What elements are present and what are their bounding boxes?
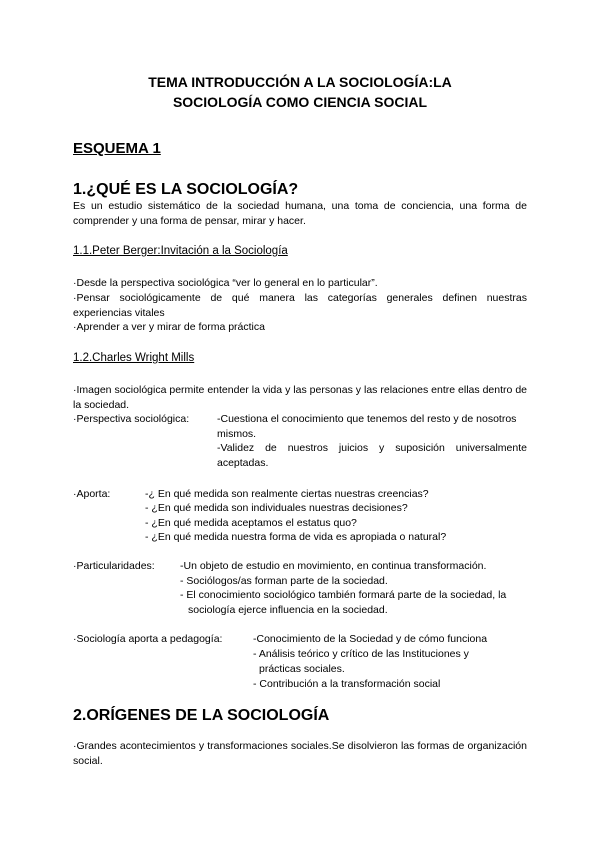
particularidades-item-3: - El conocimiento sociológico también formará parte de la sociedad, la sociología ejerce influencia en la sociedad. bbox=[180, 589, 507, 616]
perspectiva-label: ·Perspectiva sociológica: bbox=[73, 413, 190, 425]
esquema-heading: ESQUEMA 1 bbox=[73, 140, 161, 157]
pedagogia-item-3: - Contribución a la transformación social bbox=[253, 678, 441, 690]
pedagogia-item-2: - Análisis teórico y crítico de las Instituciones y prácticas sociales. bbox=[253, 648, 469, 675]
aporta-item-1: -¿ En qué medida son realmente ciertas nuestras creencias? bbox=[145, 488, 429, 500]
pedagogia-label: ·Sociología aporta a pedagogía: bbox=[73, 633, 223, 645]
section2-text: ·Grandes acontecimientos y transformaciones sociales.Se disolvieron las formas de organización social. bbox=[73, 740, 527, 767]
mills-intro: ·Imagen sociológica permite entender la vida y las personas y las relaciones entre ellas dentro de la sociedad. bbox=[73, 384, 527, 411]
aporta-label: ·Aporta: bbox=[73, 488, 111, 500]
pedagogia-item-1: -Conocimiento de la Sociedad y de cómo funciona bbox=[253, 633, 488, 645]
particularidades-item-1: -Un objeto de estudio en movimiento, en continua transformación. bbox=[180, 560, 487, 572]
berger-heading: 1.1.Peter Berger:Invitación a la Sociología bbox=[73, 245, 288, 257]
section1-heading: 1.¿QUÉ ES LA SOCIOLOGÍA? bbox=[73, 181, 299, 198]
berger-item-1: ·Desde la perspectiva sociológica “ver lo general en lo particular”. bbox=[73, 277, 378, 289]
section2-heading: 2.ORÍGENES DE LA SOCIOLOGÍA bbox=[73, 707, 330, 724]
berger-item-3: ·Aprender a ver y mirar de forma práctica bbox=[73, 321, 265, 333]
mills-heading: 1.2.Charles Wright Mills bbox=[73, 352, 195, 364]
document-title-line2: SOCIOLOGÍA COMO CIENCIA SOCIAL bbox=[172, 94, 428, 110]
particularidades-item-2: - Sociólogos/as forman parte de la sociedad. bbox=[180, 575, 388, 587]
berger-item-2: ·Pensar sociológicamente de qué manera las categorías generales definen nuestras experiencias vitales bbox=[73, 292, 527, 319]
aporta-item-2: - ¿En qué medida son individuales nuestras decisiones? bbox=[145, 502, 408, 514]
perspectiva-item-2: -Validez de nuestros juicios y suposición universalmente aceptadas. bbox=[217, 442, 527, 469]
aporta-item-3: - ¿En qué medida aceptamos el estatus quo? bbox=[145, 517, 357, 529]
section1-intro: Es un estudio sistemático de la sociedad humana, una toma de conciencia, una forma de comprender y una forma de pensar, mirar y hacer. bbox=[73, 200, 527, 227]
aporta-item-4: - ¿En qué medida nuestra forma de vida es apropiada o natural? bbox=[145, 531, 447, 543]
perspectiva-item-1: -Cuestiona el conocimiento que tenemos del resto y de nosotros mismos. bbox=[217, 413, 517, 440]
particularidades-label: ·Particularidades: bbox=[73, 560, 155, 572]
document-title-line1: TEMA INTRODUCCIÓN A LA SOCIOLOGÍA:LA bbox=[148, 74, 452, 90]
